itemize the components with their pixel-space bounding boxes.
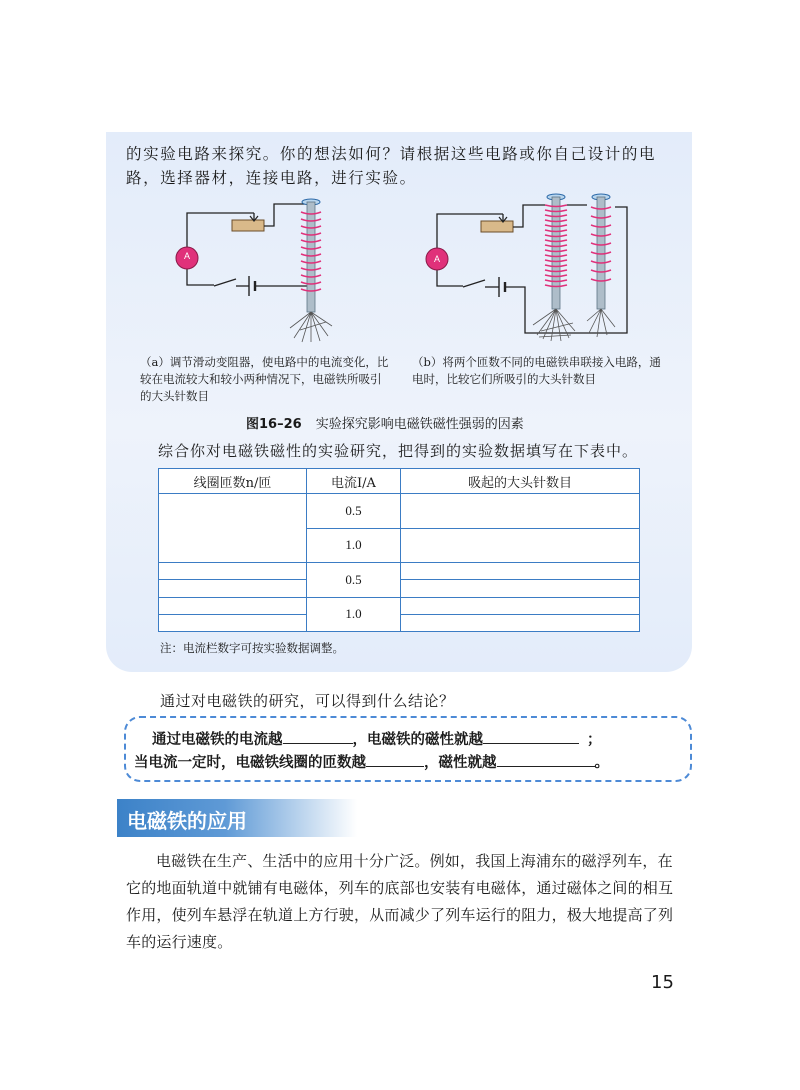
cell-turns[interactable] bbox=[159, 614, 307, 631]
conclusion-question: 通过对电磁铁的研究，可以得到什么结论？ bbox=[160, 692, 455, 710]
cell-pin-count[interactable] bbox=[401, 580, 640, 597]
line2-text-b: ，磁性就越 bbox=[424, 755, 497, 771]
line2-end: 。 bbox=[594, 755, 609, 771]
figure-title bbox=[246, 413, 524, 432]
conclusion-box bbox=[124, 716, 692, 782]
cell-turns[interactable] bbox=[159, 597, 307, 614]
figure-number: 图16–26 bbox=[246, 417, 302, 432]
header-current: 电流I/A bbox=[307, 469, 401, 494]
conclusion-line-2 bbox=[134, 751, 609, 772]
header-pin-count: 吸起的大头针数目 bbox=[401, 469, 640, 494]
line1-end: ； bbox=[587, 732, 602, 748]
cell-current: 1.0 bbox=[307, 597, 401, 632]
header-coil-turns: 线圈匝数n/匝 bbox=[159, 469, 307, 494]
data-table bbox=[158, 468, 640, 632]
cell-pin-count[interactable] bbox=[401, 494, 640, 529]
circuit-diagram-a bbox=[170, 190, 370, 350]
body-paragraph: 电磁铁在生产、生活中的应用十分广泛。例如，我国上海浦东的磁浮列车，在它的地面轨道中就铺有电磁体，列车的底部也安装有电磁体，通过磁体之间的相互作用，使列车悬浮在轨道上方行驶，从而减少了列车运行的阻力，极大地提高了列车的运行速度。 bbox=[126, 852, 674, 951]
section-header bbox=[117, 799, 357, 837]
cell-turns[interactable] bbox=[159, 563, 307, 580]
caption-b: （b）将两个匝数不同的电磁铁串联接入电路，通电时，比较它们所吸引的大头针数目 bbox=[412, 355, 661, 386]
cell-current: 0.5 bbox=[307, 563, 401, 598]
table-row bbox=[159, 494, 640, 529]
cell-turns-group-1[interactable] bbox=[159, 494, 307, 563]
page-number: 15 bbox=[651, 972, 674, 993]
circuit-diagram-b bbox=[415, 185, 645, 350]
table-note: 注：电流栏数字可按实验数据调整。 bbox=[160, 641, 344, 655]
ammeter-label-a: A bbox=[183, 251, 190, 261]
line2-text-a: 当电流一定时，电磁铁线圈的匝数越 bbox=[134, 755, 366, 771]
blank-turns[interactable] bbox=[366, 752, 424, 767]
table-header-row bbox=[159, 469, 640, 494]
figure-title-text: 实验探究影响电磁铁磁性强弱的因素 bbox=[315, 417, 524, 432]
cell-turns[interactable] bbox=[159, 580, 307, 597]
blank-magnetism-2[interactable] bbox=[497, 752, 595, 767]
ammeter-label-b: A bbox=[433, 254, 440, 264]
cell-pin-count[interactable] bbox=[401, 528, 640, 563]
conclusion-line-1 bbox=[152, 728, 602, 749]
cell-current: 0.5 bbox=[307, 494, 401, 529]
summary-paragraph: 综合你对电磁铁磁性的实验研究，把得到的实验数据填写在下表中。 bbox=[158, 442, 639, 460]
table-row bbox=[159, 563, 640, 580]
line1-text-a: 通过电磁铁的电流越 bbox=[152, 732, 283, 748]
intro-paragraph: 的实验电路来探究。你的想法如何？请根据这些电路或你自己设计的电路，选择器材，连接电路，进行实验。 bbox=[126, 145, 657, 187]
table-row bbox=[159, 597, 640, 614]
cell-current: 1.0 bbox=[307, 528, 401, 563]
cell-pin-count[interactable] bbox=[401, 597, 640, 614]
line1-text-b: ，电磁铁的磁性就越 bbox=[352, 732, 483, 748]
blank-magnetism-1[interactable] bbox=[483, 729, 579, 744]
cell-pin-count[interactable] bbox=[401, 614, 640, 631]
caption-a: （a）调节滑动变阻器，使电路中的电流变化，比较在电流较大和较小两种情况下，电磁铁所吸引的大头针数目 bbox=[140, 355, 389, 403]
section-title: 电磁铁的应用 bbox=[127, 809, 247, 833]
cell-pin-count[interactable] bbox=[401, 563, 640, 580]
blank-current[interactable] bbox=[283, 729, 353, 744]
